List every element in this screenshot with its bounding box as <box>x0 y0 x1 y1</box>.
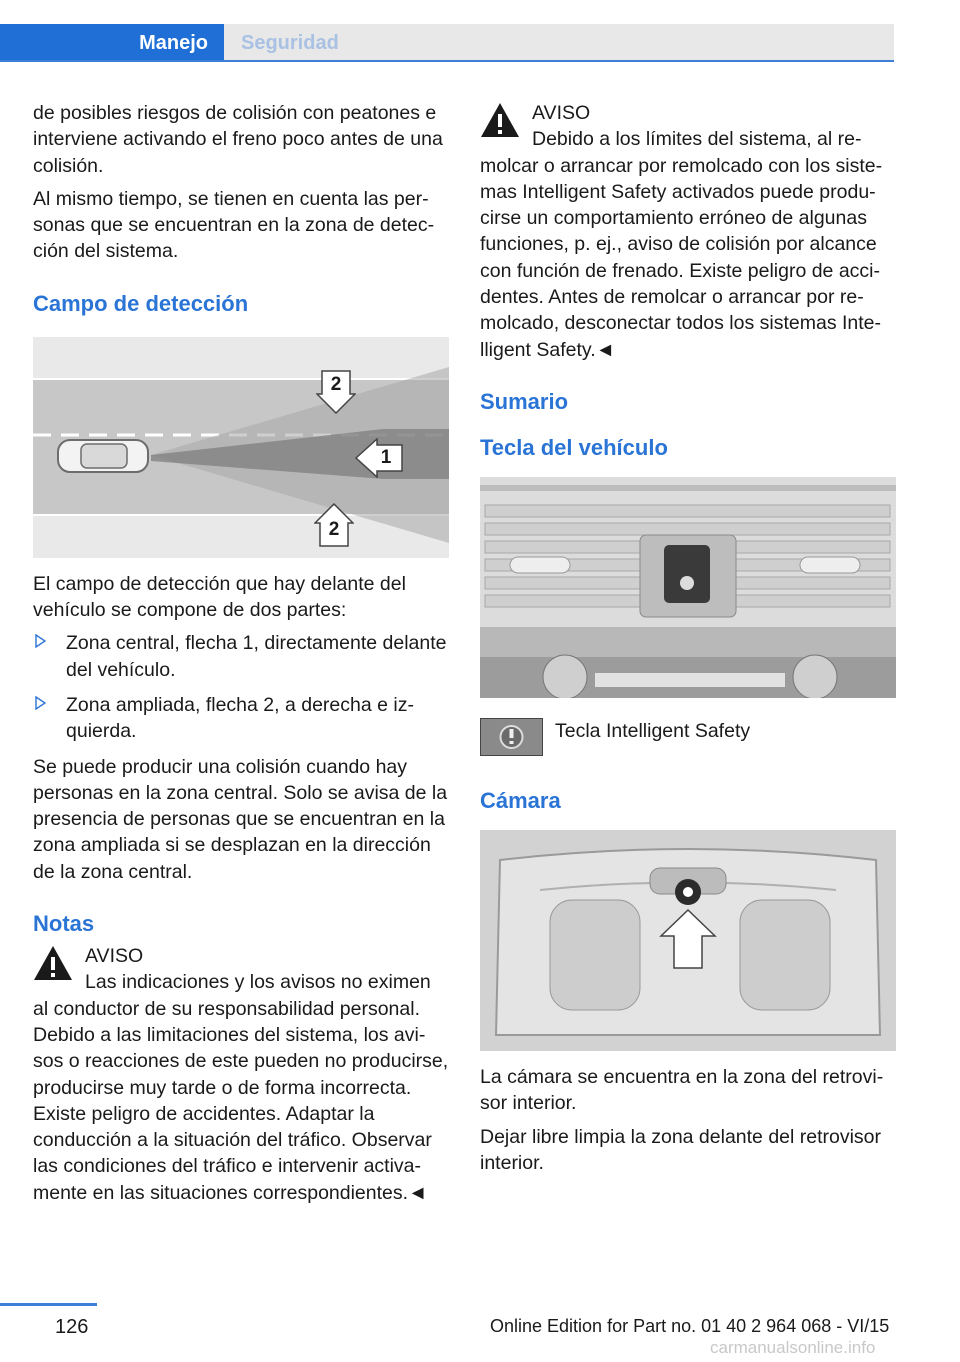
page-header <box>0 0 894 62</box>
camera-location-paragraph: La cámara se encuentra en la zona del retrovisor interior. <box>480 1065 884 1115</box>
intelligent-safety-key-image <box>480 718 543 756</box>
heading-sumario: Sumario <box>480 388 569 414</box>
triangle-bullet-icon <box>35 634 46 648</box>
list-item <box>33 692 449 745</box>
arrow-1-label: 1 <box>380 446 392 468</box>
tab-manejo[interactable]: Manejo <box>0 24 224 62</box>
heading-campo-deteccion: Campo de detección <box>33 290 249 316</box>
arrow-1 <box>355 438 403 478</box>
camera-clean-paragraph: Dejar libre limpia la zona delante del retrovisor interior. <box>480 1125 882 1174</box>
header-divider <box>0 60 894 62</box>
heading-tecla-vehiculo: Tecla del vehículo <box>480 434 668 460</box>
intelligent-safety-key-icon <box>481 719 542 755</box>
detection-field-figure <box>33 337 449 558</box>
arrow-2-bottom-label: 2 <box>328 518 340 540</box>
camera-photo <box>480 830 896 1051</box>
triangle-bullet-icon <box>35 696 46 710</box>
warning-text: Debido a los límites del sistema, al remolcar o arrancar por remolcado con los sistemas Intelligent Safety activados puede producirse un comportamiento erróneo de algunas funciones, p. ej., aviso de colisión por alcance con función de frenado. Existe peligro de accidentes. Antes de remolcar o arrancar por remolcado, desconectar todos los sistemas Intelligent Safety.◄ <box>480 128 883 361</box>
list-item <box>33 630 449 683</box>
detection-parts-paragraph: El campo de detección que hay delante del vehículo se compone de dos partes: <box>33 572 406 622</box>
warning-text: Las indicaciones y los avisos no eximen al conductor de su responsabilidad personal. Debido a las limitaciones del sistema, los avisos o reacciones de este pueden no producirse, producirse muy tarde o de forma incorrecta. Existe peligro de accidentes. Adaptar la conducción a la situación del tráfico. Observar las condiciones del tráfico e intervenir activamente en las situaciones correspondientes.◄ <box>33 971 449 1204</box>
collision-paragraph: Se puede producir una colisión cuando hay personas en la zona central. Solo se avisa de la presencia de personas que se encuentran en la zona ampliada si se desplazan en la dirección de la zona central. <box>33 755 448 883</box>
footer-divider <box>0 1303 97 1306</box>
warning-title: AVISO <box>85 945 144 968</box>
zone-list <box>33 630 449 744</box>
heading-notas: Notas <box>33 911 95 937</box>
warning-towing <box>480 100 898 363</box>
page-number: 126 <box>55 1316 89 1338</box>
arrow-2-top-label: 2 <box>330 373 342 395</box>
arrow-2-top <box>316 370 356 414</box>
detection-zone-paragraph: Al mismo tiempo, se tienen en cuenta las personas que se encuentran en la zona de detección del sistema. <box>33 187 435 263</box>
intelligent-safety-key-row <box>480 718 898 762</box>
warning-title: AVISO <box>532 102 591 124</box>
arrow-2-bottom <box>314 503 354 547</box>
right-column <box>480 100 898 1183</box>
warning-notes <box>33 943 449 1206</box>
list-item-text: Zona central, flecha 1, directamente delante del vehículo. <box>66 632 447 681</box>
warning-icon <box>33 945 73 981</box>
dashboard-console-image <box>480 477 896 698</box>
edition-label: Online Edition for Part no. 01 40 2 964 068 - VI/15 <box>490 1316 890 1336</box>
vehicle-button-photo <box>480 477 896 698</box>
windshield-camera-image <box>480 830 896 1051</box>
left-column <box>33 100 449 1206</box>
watermark: carmanualsonline.info <box>710 1338 876 1357</box>
tab-seguridad[interactable]: Seguridad <box>224 24 894 62</box>
heading-camara: Cámara <box>480 787 561 813</box>
intelligent-safety-key-label: Tecla Intelligent Safety <box>555 719 751 742</box>
list-item-text: Zona ampliada, flecha 2, a derecha e izquierda. <box>66 693 414 743</box>
intro-paragraph: de posibles riesgos de colisión con peatones e interviene activando el freno poco antes de una colisión. <box>33 102 443 177</box>
warning-icon <box>480 102 520 138</box>
